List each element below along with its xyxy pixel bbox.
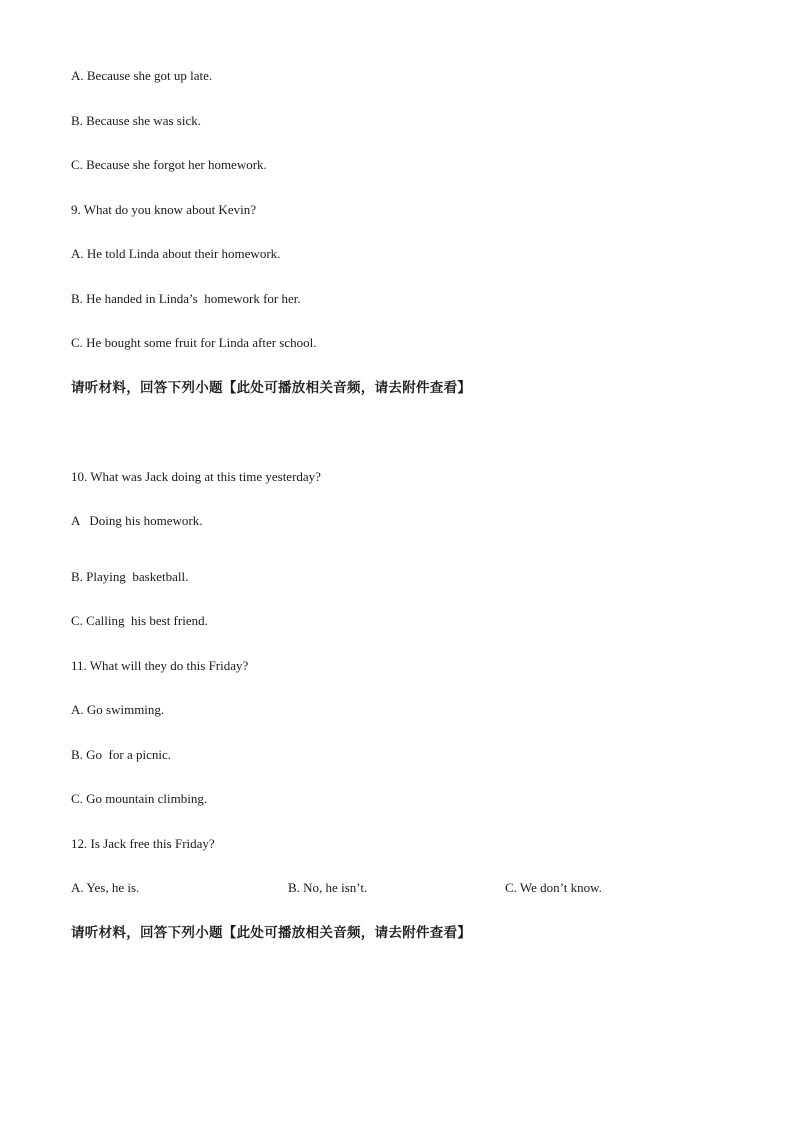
question-12: 12. Is Jack free this Friday? [71,836,215,851]
q11-option-c: C. Go mountain climbing. [71,791,208,806]
q10-option-c: C. Calling his best friend. [71,613,208,628]
q11-option-a: A. Go swimming. [71,702,165,717]
q9-option-a: A. He told Linda about their homework. [71,246,281,261]
q9-option-b: B. He handed in Linda’s homework for her. [71,291,301,306]
q8-option-c: C. Because she forgot her homework. [71,157,267,172]
listening-instruction: 请听材料，回答下列小题【此处可播放相关音频，请去附件查看】 [71,380,472,396]
q9-option-c: C. He bought some fruit for Linda after school. [71,335,317,350]
question-10: 10. What was Jack doing at this time yesterday? [71,469,321,484]
q10-option-a: A Doing his homework. [71,513,203,528]
question-11: 11. What will they do this Friday? [71,658,249,673]
q10-option-b: B. Playing basketball. [71,569,189,584]
q12-options-row [71,880,691,896]
q12-option-c: C. We don’t know. [505,880,602,895]
q8-option-a: A. Because she got up late. [71,68,213,83]
q11-option-b: B. Go for a picnic. [71,747,172,762]
q12-option-a: A. Yes, he is. [71,880,140,895]
q8-option-b: B. Because she was sick. [71,113,201,128]
question-9: 9. What do you know about Kevin? [71,202,256,217]
q12-option-b: B. No, he isn’t. [288,880,368,895]
listening-instruction: 请听材料，回答下列小题【此处可播放相关音频，请去附件查看】 [71,925,472,941]
